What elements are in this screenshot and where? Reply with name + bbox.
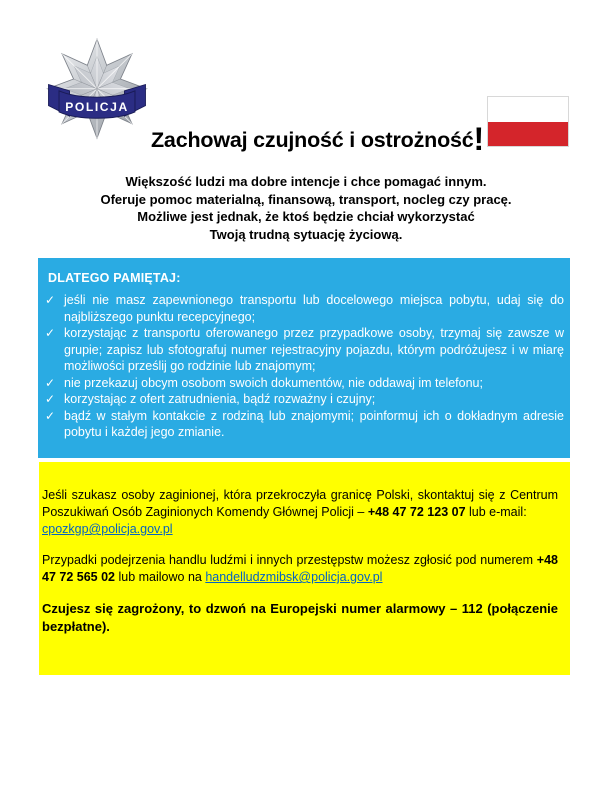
- paragraph-text: Przypadki podejrzenia handlu ludźmi i innych przestępstw możesz zgłosić pod numerem: [42, 553, 537, 567]
- title-exclamation: !: [473, 121, 485, 157]
- missing-persons-paragraph: [42, 487, 558, 538]
- list-item-text: bądź w stałym kontakcie z rodziną lub znajomymi; poinformuj ich o dokładnym adresie pobytu i każdej jego zmianie.: [64, 408, 564, 439]
- emergency-number-paragraph: Czujesz się zagrożony, to dzwoń na Europejski numer alarmowy – 112 (połączenie bezpłatne).: [42, 601, 558, 634]
- list-item-text: korzystając z ofert zatrudnienia, bądź rozważny i czujny;: [64, 392, 376, 406]
- trafficking-paragraph: [42, 552, 558, 586]
- email-link-handel[interactable]: handelludzmibsk@policja.gov.pl: [205, 570, 383, 584]
- email-link-cpoz[interactable]: cpozkgp@policja.gov.pl: [42, 522, 173, 536]
- intro-line: Możliwe jest jednak, że ktoś będzie chciał wykorzystać: [137, 209, 475, 224]
- poland-flag: [487, 96, 569, 147]
- contact-box: [39, 462, 570, 675]
- list-item: [43, 325, 564, 375]
- check-icon: ✓: [45, 293, 56, 307]
- list-item: [43, 375, 564, 392]
- intro-paragraph: [46, 173, 566, 243]
- policja-label: POLICJA: [65, 99, 129, 114]
- paragraph-text: lub mailowo na: [115, 570, 206, 584]
- list-item-text: korzystając z transportu oferowanego przez przypadkowe osoby, trzymaj się zawsze w grupie; zapisz lub sfotografuj numer rejestracyjny pojazdu, którym podróżujesz i w miarę możliwości prześlij go rodzinie lub znajomym;: [64, 326, 564, 373]
- phone-number: +48 47 72 565 02: [42, 553, 558, 584]
- intro-line: Większość ludzi ma dobre intencje i chce pomagać innym.: [125, 174, 487, 189]
- list-item: [43, 408, 564, 441]
- list-item-text: nie przekazuj obcym osobom swoich dokumentów, nie oddawaj im telefonu;: [64, 375, 483, 390]
- title-text: Zachowaj czujność i ostrożność: [151, 128, 474, 152]
- reminder-heading: DLATEGO PAMIĘTAJ:: [48, 271, 181, 285]
- flag-white-stripe: [488, 97, 568, 122]
- phone-number: +48 47 72 123 07: [367, 505, 466, 519]
- reminder-list: [43, 292, 564, 441]
- check-icon: ✓: [45, 392, 56, 406]
- intro-line: Oferuje pomoc materialną, finansową, transport, nocleg czy pracę.: [100, 191, 512, 207]
- paragraph-text: Jeśli szukasz osoby zaginionej, która przekroczyła granicę Polski, skontaktuj się z Centrum Poszukiwań Osób Zaginionych Komendy Głównej Policji –: [42, 488, 558, 519]
- check-icon: ✓: [45, 408, 56, 423]
- flag-red-stripe: [488, 122, 568, 147]
- police-logo: [44, 36, 150, 152]
- check-icon: ✓: [45, 326, 56, 340]
- reminder-box: [38, 258, 570, 458]
- page-title: [151, 121, 484, 158]
- paragraph-text: lub e-mail:: [465, 505, 527, 519]
- police-star-icon: [44, 36, 150, 152]
- list-item: [43, 292, 564, 325]
- check-icon: ✓: [45, 375, 56, 390]
- list-item-text: jeśli nie masz zapewnionego transportu lub docelowego miejsca pobytu, udaj się do najbliższego punktu recepcyjnego;: [64, 293, 564, 324]
- intro-line: Twoją trudną sytuację życiową.: [209, 226, 403, 242]
- list-item: [43, 391, 564, 408]
